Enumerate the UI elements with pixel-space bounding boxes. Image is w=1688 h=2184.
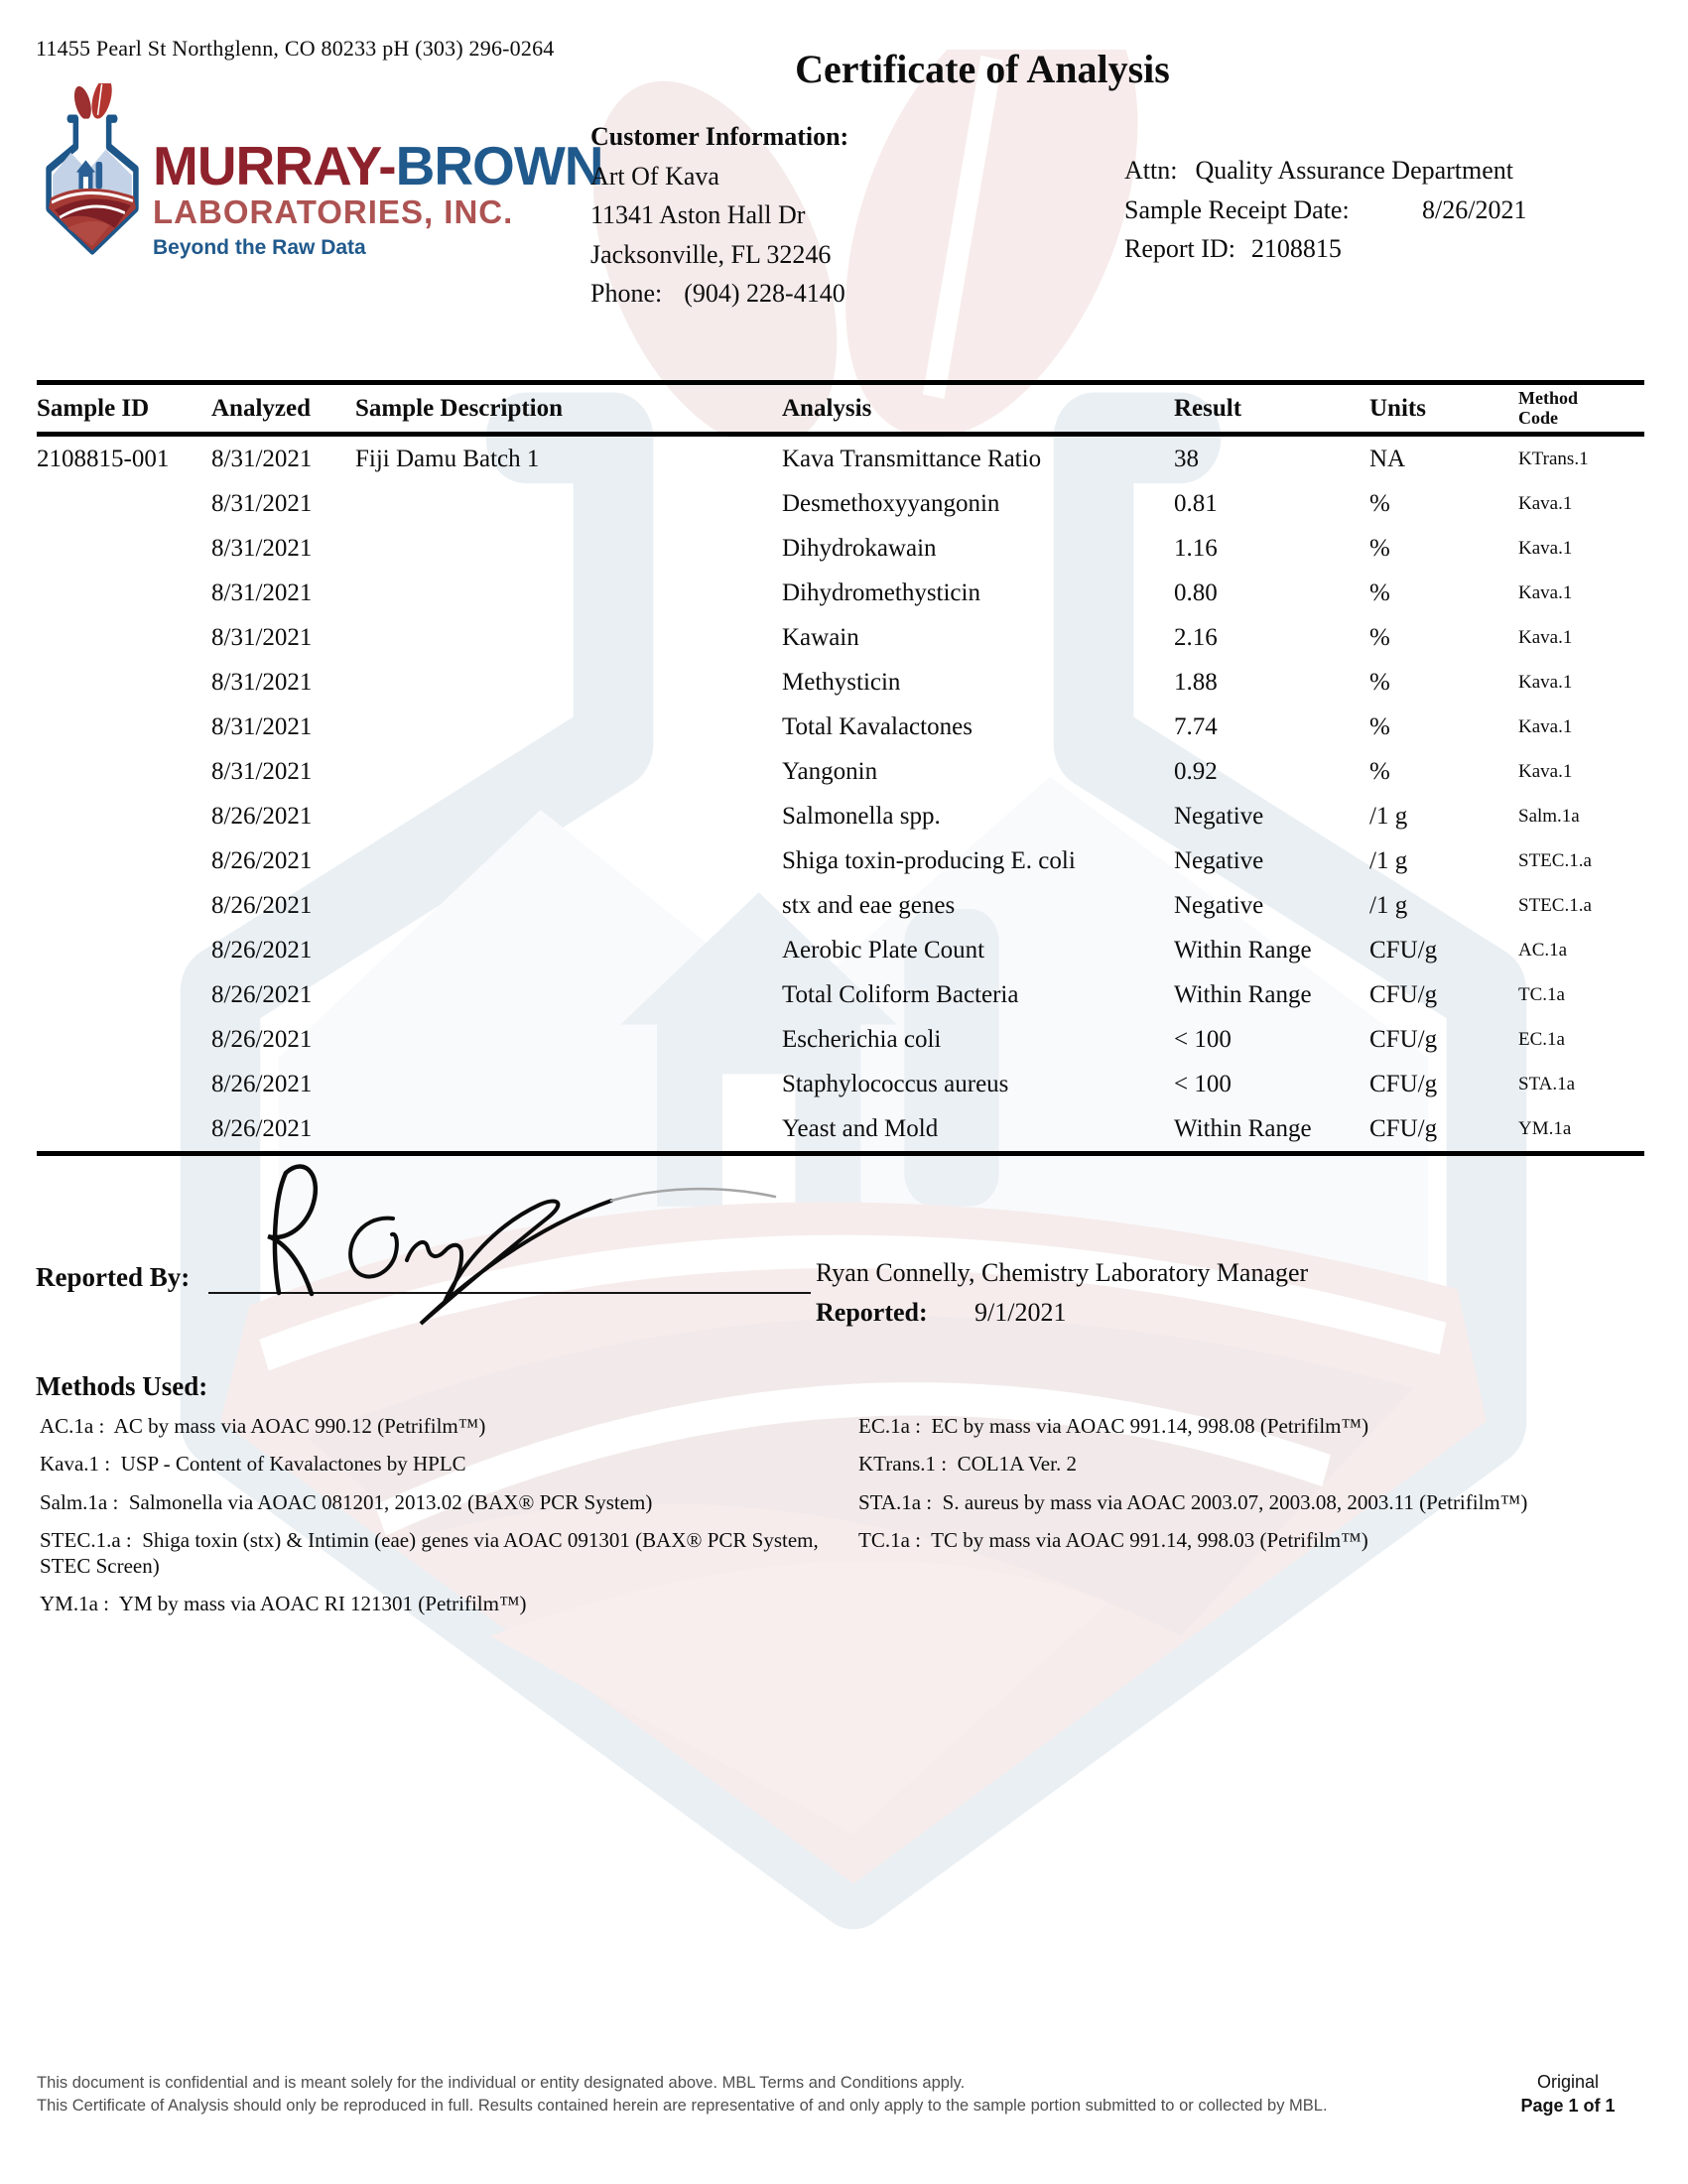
table-cell (37, 883, 211, 928)
table-cell: % (1369, 489, 1390, 517)
col-method-code: Method Code (1518, 387, 1578, 428)
table-cell: < 100 (1174, 1025, 1232, 1053)
col-result: Result (1174, 394, 1242, 422)
table-cell (355, 1062, 782, 1106)
table-cell (355, 615, 782, 660)
lab-logo-tagline: Beyond the Raw Data (153, 236, 366, 259)
customer-info (590, 117, 848, 314)
col-sample-id: Sample ID (37, 394, 150, 422)
table-cell (355, 660, 782, 705)
table-cell (37, 526, 211, 571)
table-row (37, 794, 1644, 838)
customer-address1: 11341 Aston Hall Dr (590, 200, 806, 230)
table-cell (37, 794, 211, 838)
lab-logo-flask-icon (40, 83, 145, 268)
table-cell (355, 1017, 782, 1062)
table-cell: Negative (1174, 891, 1264, 919)
page-title: Certificate of Analysis (795, 47, 1170, 91)
table-cell: Yangonin (782, 757, 878, 785)
col-analyzed: Analyzed (211, 394, 311, 422)
table-cell: CFU/g (1369, 1025, 1438, 1053)
table-cell: CFU/g (1369, 936, 1438, 964)
table-cell (37, 972, 211, 1017)
table-cell: 8/26/2021 (211, 936, 313, 964)
table-row (37, 928, 1644, 972)
table-cell (37, 838, 211, 883)
methods-heading: Methods Used: (36, 1371, 208, 1401)
table-row (37, 883, 1644, 928)
table-cell: CFU/g (1369, 980, 1438, 1008)
table-row (37, 1017, 1644, 1062)
table-cell (37, 1017, 211, 1062)
table-cell: 0.92 (1174, 757, 1218, 785)
table-cell: Kava Transmittance Ratio (782, 445, 1042, 472)
receipt-date-line: Sample Receipt Date: 8/26/2021 (1124, 194, 1527, 224)
table-cell: CFU/g (1369, 1114, 1438, 1142)
table-cell: 2.16 (1174, 623, 1218, 651)
table-cell: 8/26/2021 (211, 846, 313, 874)
table-cell: Negative (1174, 846, 1264, 874)
customer-name: Art Of Kava (590, 161, 719, 191)
table-cell: 0.81 (1174, 489, 1218, 517)
table-cell: Kava.1 (1518, 715, 1573, 737)
table-cell (355, 838, 782, 883)
table-row (37, 705, 1644, 749)
table-cell: /1 g (1369, 846, 1408, 874)
table-cell (355, 1106, 782, 1154)
table-cell: 1.16 (1174, 534, 1218, 562)
table-cell: Within Range (1174, 980, 1312, 1008)
methods-col-right (858, 1413, 1652, 1565)
table-cell: Dihydrokawain (782, 534, 937, 562)
table-cell: 8/26/2021 (211, 802, 313, 830)
table-cell: TC.1a (1518, 983, 1565, 1005)
table-row (37, 1062, 1644, 1106)
table-cell: Fiji Damu Batch 1 (355, 445, 540, 472)
method-item: TC.1a : TC by mass via AOAC 991.14, 998.03 (Petrifilm™) (858, 1527, 1368, 1552)
table-cell (355, 749, 782, 794)
table-cell: 7.74 (1174, 712, 1218, 740)
table-cell: % (1369, 668, 1390, 696)
table-cell (355, 526, 782, 571)
table-cell: /1 g (1369, 891, 1408, 919)
table-header-row (37, 383, 1644, 435)
col-analysis: Analysis (782, 394, 872, 422)
table-cell: 8/31/2021 (211, 445, 313, 472)
table-cell: 8/31/2021 (211, 578, 313, 606)
table-cell: Kava.1 (1518, 760, 1573, 782)
table-cell: Kava.1 (1518, 537, 1573, 559)
customer-address2: Jacksonville, FL 32246 (590, 239, 832, 269)
table-cell (37, 481, 211, 526)
lab-address: 11455 Pearl St Northglenn, CO 80233 pH (303) 296-0264 (36, 36, 555, 61)
table-cell (355, 883, 782, 928)
table-cell: Salmonella spp. (782, 802, 941, 830)
table-cell: Kava.1 (1518, 671, 1573, 693)
table-cell: Within Range (1174, 1114, 1312, 1142)
methods-col-left (40, 1413, 824, 1629)
table-cell: Methysticin (782, 668, 901, 696)
table-cell: 2108815-001 (37, 445, 170, 472)
copy-type: Original (1536, 2072, 1600, 2092)
col-units: Units (1369, 394, 1426, 422)
table-cell: 8/31/2021 (211, 668, 313, 696)
lab-logo-text (153, 135, 603, 259)
method-item: KTrans.1 : COL1A Ver. 2 (858, 1452, 1077, 1477)
page-info (1479, 2070, 1657, 2119)
table-cell: Kava.1 (1518, 492, 1573, 514)
table-cell: Desmethoxyyangonin (782, 489, 1000, 517)
table-cell: 8/31/2021 (211, 534, 313, 562)
table-cell (37, 749, 211, 794)
table-cell: Total Kavalactones (782, 712, 973, 740)
table-cell: % (1369, 712, 1390, 740)
table-cell (37, 705, 211, 749)
table-cell: 1.88 (1174, 668, 1218, 696)
reported-date: 9/1/2021 (974, 1298, 1067, 1327)
method-item: AC.1a : AC by mass via AOAC 990.12 (Petrifilm™) (40, 1414, 486, 1438)
table-cell (37, 571, 211, 615)
table-cell: % (1369, 757, 1390, 785)
table-cell (37, 928, 211, 972)
table-cell: Salm.1a (1518, 805, 1580, 827)
reported-by-label: Reported By: (36, 1262, 191, 1292)
reported-date-line: Reported: 9/1/2021 (816, 1298, 1067, 1327)
table-cell (355, 972, 782, 1017)
report-meta (1124, 151, 1526, 269)
table-cell: 8/26/2021 (211, 1025, 313, 1053)
footer-line1: This document is confidential and is meant solely for the individual or entity designated above. MBL Terms and Conditions apply. (37, 2074, 966, 2092)
signature-image (195, 1159, 810, 1330)
table-cell: EC.1a (1518, 1028, 1565, 1050)
table-cell: 38 (1174, 445, 1199, 472)
table-cell: 8/31/2021 (211, 757, 313, 785)
table-cell (355, 571, 782, 615)
table-cell: % (1369, 534, 1390, 562)
method-item: YM.1a : YM by mass via AOAC RI 121301 (Petrifilm™) (40, 1592, 527, 1616)
report-id-line: Report ID: 2108815 (1124, 234, 1342, 264)
table-cell: CFU/g (1369, 1070, 1438, 1097)
table-cell: Kava.1 (1518, 581, 1573, 603)
customer-info-heading: Customer Information: (590, 122, 849, 151)
table-cell: YM.1a (1518, 1117, 1572, 1139)
signer-name: Ryan Connelly, Chemistry Laboratory Manager (816, 1258, 1309, 1287)
table-cell: Total Coliform Bacteria (782, 980, 1019, 1008)
table-cell: STEC.1.a (1518, 894, 1592, 916)
method-item: Kava.1 : USP - Content of Kavalactones by HPLC (40, 1452, 466, 1477)
table-cell: 8/26/2021 (211, 891, 313, 919)
table-cell (37, 615, 211, 660)
table-cell: 8/26/2021 (211, 1114, 313, 1142)
table-cell (37, 1106, 211, 1154)
table-row (37, 481, 1644, 526)
table-cell: 8/31/2021 (211, 489, 313, 517)
table-cell: Aerobic Plate Count (782, 936, 985, 964)
table-cell (355, 928, 782, 972)
results-table-body (37, 435, 1644, 1154)
table-cell: Staphylococcus aureus (782, 1070, 1009, 1097)
table-row (37, 838, 1644, 883)
table-cell: 8/31/2021 (211, 623, 313, 651)
footer-line2: This Certificate of Analysis should only be reproduced in full. Results contained herein are representative of and only apply to the sample portion submitted to or collected by MBL. (37, 2096, 1328, 2115)
table-row (37, 526, 1644, 571)
method-item: STA.1a : S. aureus by mass via AOAC 2003.07, 2003.08, 2003.11 (Petrifilm™) (858, 1489, 1528, 1514)
table-cell (37, 660, 211, 705)
table-cell: 8/26/2021 (211, 1070, 313, 1097)
customer-phone: Phone: (904) 228-4140 (590, 279, 845, 309)
table-cell: Shiga toxin-producing E. coli (782, 846, 1076, 874)
table-cell: STA.1a (1518, 1073, 1576, 1094)
col-sample-description: Sample Description (355, 394, 564, 422)
lab-logo-subtitle: LABORATORIES, INC. (153, 193, 514, 230)
table-cell: /1 g (1369, 802, 1408, 830)
table-row (37, 435, 1644, 482)
table-cell: % (1369, 623, 1390, 651)
method-item: Salm.1a : Salmonella via AOAC 081201, 2013.02 (BAX® PCR System) (40, 1489, 653, 1514)
table-cell: Escherichia coli (782, 1025, 942, 1053)
table-cell: 0.80 (1174, 578, 1218, 606)
table-cell: AC.1a (1518, 939, 1568, 961)
table-cell: NA (1369, 445, 1406, 472)
table-cell: Within Range (1174, 936, 1312, 964)
table-row (37, 660, 1644, 705)
results-table (37, 380, 1644, 1156)
table-cell: < 100 (1174, 1070, 1232, 1097)
table-cell (355, 705, 782, 749)
table-row (37, 749, 1644, 794)
lab-logo-name: MURRAY-BROWN (153, 135, 603, 196)
table-row (37, 1106, 1644, 1154)
table-cell: STEC.1.a (1518, 849, 1592, 871)
table-cell: stx and eae genes (782, 891, 956, 919)
method-item: EC.1a : EC by mass via AOAC 991.14, 998.08 (Petrifilm™) (858, 1414, 1369, 1438)
table-cell (37, 1062, 211, 1106)
table-cell: KTrans.1 (1518, 448, 1589, 469)
table-row (37, 615, 1644, 660)
table-cell (355, 481, 782, 526)
table-cell (355, 794, 782, 838)
table-cell: Kawain (782, 623, 859, 651)
attn-line: Attn: Quality Assurance Department (1124, 156, 1514, 185)
footer-disclaimer (37, 2072, 1376, 2118)
table-cell: 8/31/2021 (211, 712, 313, 740)
table-cell: Dihydromethysticin (782, 578, 980, 606)
table-row (37, 571, 1644, 615)
table-row (37, 972, 1644, 1017)
page-number: Page 1 of 1 (1520, 2096, 1616, 2117)
table-cell: Kava.1 (1518, 626, 1573, 648)
table-cell: Negative (1174, 802, 1264, 830)
table-cell: Yeast and Mold (782, 1114, 939, 1142)
table-cell: 8/26/2021 (211, 980, 313, 1008)
method-item: STEC.1.a : Shiga toxin (stx) & Intimin (eae) genes via AOAC 091301 (BAX® PCR System, STEC Screen) (40, 1527, 819, 1578)
table-cell: % (1369, 578, 1390, 606)
